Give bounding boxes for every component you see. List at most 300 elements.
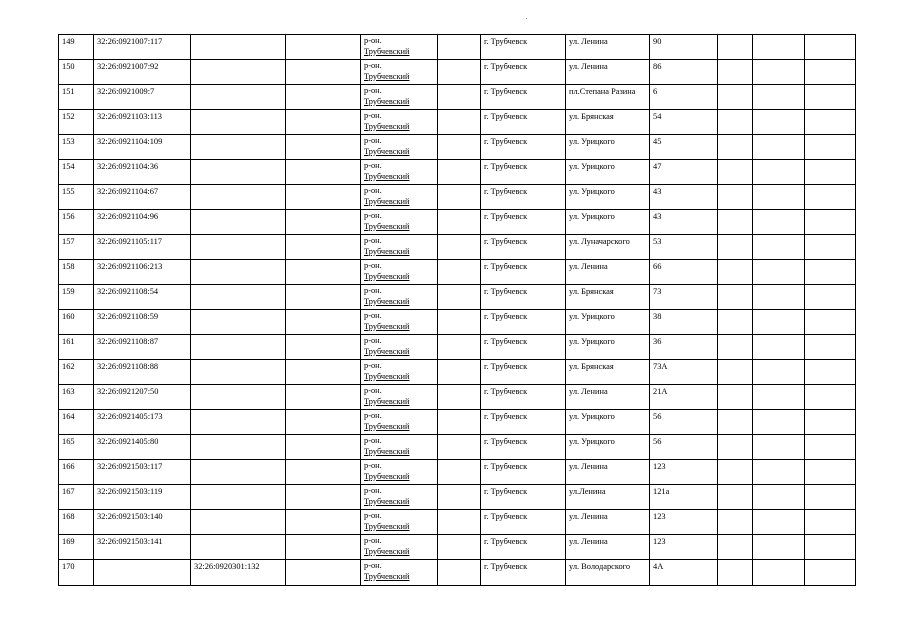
house-number-cell: 43 — [650, 185, 718, 210]
street-cell: ул. Володарского — [566, 560, 650, 586]
empty-cell — [805, 35, 856, 60]
street-cell: ул. Урицкого — [566, 160, 650, 185]
cadastral-number-alt-cell — [191, 460, 286, 485]
city-cell: г. Трубчевск — [481, 335, 566, 360]
empty-cell — [718, 210, 753, 235]
row-number-cell: 155 — [59, 185, 94, 210]
table-row — [59, 360, 856, 385]
empty-cell — [718, 560, 753, 586]
district-name: Трубчевский — [364, 271, 410, 281]
empty-cell — [805, 510, 856, 535]
district-prefix: р-он. — [364, 286, 382, 295]
cadastral-number-cell — [94, 560, 191, 586]
empty-cell — [718, 185, 753, 210]
empty-cell — [718, 160, 753, 185]
row-number-cell: 159 — [59, 285, 94, 310]
street-cell: ул. Ленина — [566, 60, 650, 85]
row-number-cell: 168 — [59, 510, 94, 535]
cadastral-number-cell: 32:26:0921104:109 — [94, 135, 191, 160]
empty-cell — [286, 235, 361, 260]
cadastral-number-alt-cell — [191, 85, 286, 110]
house-number-cell: 56 — [650, 435, 718, 460]
empty-cell — [718, 360, 753, 385]
empty-cell — [438, 485, 481, 510]
house-number-cell: 66 — [650, 260, 718, 285]
cadastral-number-alt-cell — [191, 35, 286, 60]
house-number-cell: 121а — [650, 485, 718, 510]
district-cell — [361, 560, 438, 586]
empty-cell — [805, 335, 856, 360]
empty-cell — [286, 535, 361, 560]
district-name: Трубчевский — [364, 346, 410, 356]
row-number-cell: 150 — [59, 60, 94, 85]
district-name: Трубчевский — [364, 521, 410, 531]
district-name: Трубчевский — [364, 46, 410, 56]
cadastral-number-alt-cell — [191, 510, 286, 535]
empty-cell — [718, 310, 753, 335]
district-prefix: р-он. — [364, 511, 382, 520]
empty-cell — [718, 35, 753, 60]
table-row — [59, 535, 856, 560]
table-row — [59, 185, 856, 210]
house-number-cell: 36 — [650, 335, 718, 360]
district-name: Трубчевский — [364, 221, 410, 231]
street-cell: ул. Брянская — [566, 285, 650, 310]
empty-cell — [286, 460, 361, 485]
district-name: Трубчевский — [364, 546, 410, 556]
cadastral-number-alt-cell: 32:26:0920301:132 — [191, 560, 286, 586]
empty-cell — [438, 510, 481, 535]
district-name: Трубчевский — [364, 571, 410, 581]
cadastral-number-cell: 32:26:0921009:7 — [94, 85, 191, 110]
empty-cell — [805, 235, 856, 260]
empty-cell — [753, 360, 805, 385]
cadastral-number-alt-cell — [191, 210, 286, 235]
empty-cell — [805, 160, 856, 185]
district-cell — [361, 385, 438, 410]
street-cell: ул. Ленина — [566, 260, 650, 285]
cadastral-number-alt-cell — [191, 335, 286, 360]
district-prefix: р-он. — [364, 111, 382, 120]
empty-cell — [805, 560, 856, 586]
row-number-cell: 157 — [59, 235, 94, 260]
street-cell: ул. Ленина — [566, 35, 650, 60]
district-name: Трубчевский — [364, 96, 410, 106]
table-row — [59, 85, 856, 110]
row-number-cell: 158 — [59, 260, 94, 285]
empty-cell — [286, 185, 361, 210]
table-row — [59, 285, 856, 310]
empty-cell — [753, 235, 805, 260]
house-number-cell: 123 — [650, 535, 718, 560]
row-number-cell: 167 — [59, 485, 94, 510]
city-cell: г. Трубчевск — [481, 360, 566, 385]
city-cell: г. Трубчевск — [481, 460, 566, 485]
empty-cell — [286, 260, 361, 285]
empty-cell — [753, 110, 805, 135]
empty-cell — [805, 410, 856, 435]
row-number-cell: 156 — [59, 210, 94, 235]
table-row — [59, 310, 856, 335]
district-cell — [361, 435, 438, 460]
empty-cell — [805, 535, 856, 560]
empty-cell — [438, 460, 481, 485]
empty-cell — [753, 135, 805, 160]
empty-cell — [286, 135, 361, 160]
empty-cell — [438, 60, 481, 85]
district-prefix: р-он. — [364, 36, 382, 45]
empty-cell — [438, 260, 481, 285]
empty-cell — [286, 35, 361, 60]
district-cell — [361, 260, 438, 285]
house-number-cell: 123 — [650, 510, 718, 535]
table-row — [59, 110, 856, 135]
empty-cell — [718, 510, 753, 535]
district-name: Трубчевский — [364, 496, 410, 506]
cadastral-number-alt-cell — [191, 360, 286, 385]
cadastral-number-alt-cell — [191, 160, 286, 185]
street-cell: ул. Ленина — [566, 385, 650, 410]
district-cell — [361, 310, 438, 335]
empty-cell — [718, 260, 753, 285]
empty-cell — [286, 210, 361, 235]
empty-cell — [718, 535, 753, 560]
cadastral-number-cell: 32:26:0921207:50 — [94, 385, 191, 410]
district-prefix: р-он. — [364, 211, 382, 220]
city-cell: г. Трубчевск — [481, 385, 566, 410]
table-body — [59, 35, 856, 586]
cadastral-number-cell: 32:26:0921104:96 — [94, 210, 191, 235]
empty-cell — [753, 185, 805, 210]
district-prefix: р-он. — [364, 361, 382, 370]
district-cell — [361, 410, 438, 435]
district-name: Трубчевский — [364, 321, 410, 331]
empty-cell — [718, 435, 753, 460]
table-row — [59, 35, 856, 60]
district-cell — [361, 360, 438, 385]
table-row — [59, 410, 856, 435]
city-cell: г. Трубчевск — [481, 110, 566, 135]
district-cell — [361, 160, 438, 185]
city-cell: г. Трубчевск — [481, 310, 566, 335]
empty-cell — [753, 85, 805, 110]
empty-cell — [286, 435, 361, 460]
empty-cell — [753, 560, 805, 586]
street-cell: ул. Луначарского — [566, 235, 650, 260]
empty-cell — [753, 410, 805, 435]
city-cell: г. Трубчевск — [481, 35, 566, 60]
empty-cell — [438, 35, 481, 60]
row-number-cell: 151 — [59, 85, 94, 110]
empty-cell — [438, 535, 481, 560]
row-number-cell: 163 — [59, 385, 94, 410]
empty-cell — [753, 260, 805, 285]
cadastral-number-cell: 32:26:0921105:117 — [94, 235, 191, 260]
table-row — [59, 160, 856, 185]
cadastral-number-cell: 32:26:0921007:92 — [94, 60, 191, 85]
empty-cell — [286, 360, 361, 385]
cadastral-number-cell: 32:26:0921007:117 — [94, 35, 191, 60]
empty-cell — [805, 360, 856, 385]
district-prefix: р-он. — [364, 311, 382, 320]
cadastral-number-alt-cell — [191, 235, 286, 260]
street-cell: ул.Ленина — [566, 485, 650, 510]
district-name: Трубчевский — [364, 296, 410, 306]
street-cell: ул. Ленина — [566, 460, 650, 485]
cadastral-number-alt-cell — [191, 310, 286, 335]
empty-cell — [438, 210, 481, 235]
city-cell: г. Трубчевск — [481, 185, 566, 210]
district-cell — [361, 35, 438, 60]
empty-cell — [805, 60, 856, 85]
cadastral-number-alt-cell — [191, 260, 286, 285]
district-cell — [361, 485, 438, 510]
house-number-cell: 4А — [650, 560, 718, 586]
property-registry-table — [58, 34, 856, 586]
cadastral-number-cell: 32:26:0921104:36 — [94, 160, 191, 185]
street-cell: ул. Ленина — [566, 535, 650, 560]
street-cell: ул. Урицкого — [566, 335, 650, 360]
empty-cell — [805, 210, 856, 235]
empty-cell — [753, 210, 805, 235]
scan-speck — [526, 18, 527, 19]
house-number-cell: 90 — [650, 35, 718, 60]
empty-cell — [753, 485, 805, 510]
cadastral-number-alt-cell — [191, 110, 286, 135]
row-number-cell: 160 — [59, 310, 94, 335]
city-cell: г. Трубчевск — [481, 435, 566, 460]
cadastral-number-alt-cell — [191, 185, 286, 210]
district-cell — [361, 235, 438, 260]
empty-cell — [753, 435, 805, 460]
empty-cell — [718, 60, 753, 85]
empty-cell — [718, 385, 753, 410]
cadastral-number-alt-cell — [191, 285, 286, 310]
cadastral-number-alt-cell — [191, 385, 286, 410]
cadastral-number-alt-cell — [191, 535, 286, 560]
district-cell — [361, 135, 438, 160]
row-number-cell: 166 — [59, 460, 94, 485]
district-name: Трубчевский — [364, 71, 410, 81]
empty-cell — [718, 135, 753, 160]
house-number-cell: 47 — [650, 160, 718, 185]
house-number-cell: 53 — [650, 235, 718, 260]
city-cell: г. Трубчевск — [481, 510, 566, 535]
empty-cell — [286, 285, 361, 310]
district-prefix: р-он. — [364, 486, 382, 495]
cadastral-number-cell: 32:26:0921108:59 — [94, 310, 191, 335]
district-prefix: р-он. — [364, 236, 382, 245]
empty-cell — [805, 85, 856, 110]
house-number-cell: 21А — [650, 385, 718, 410]
cadastral-number-cell: 32:26:0921503:140 — [94, 510, 191, 535]
district-prefix: р-он. — [364, 61, 382, 70]
street-cell: ул. Ленина — [566, 510, 650, 535]
table-row — [59, 235, 856, 260]
empty-cell — [438, 235, 481, 260]
cadastral-number-cell: 32:26:0921405:173 — [94, 410, 191, 435]
empty-cell — [753, 335, 805, 360]
house-number-cell: 73 — [650, 285, 718, 310]
city-cell: г. Трубчевск — [481, 535, 566, 560]
district-cell — [361, 285, 438, 310]
empty-cell — [805, 260, 856, 285]
district-prefix: р-он. — [364, 461, 382, 470]
house-number-cell: 56 — [650, 410, 718, 435]
district-cell — [361, 185, 438, 210]
district-cell — [361, 335, 438, 360]
cadastral-number-cell: 32:26:0921503:141 — [94, 535, 191, 560]
street-cell: ул. Урицкого — [566, 410, 650, 435]
district-cell — [361, 510, 438, 535]
district-name: Трубчевский — [364, 471, 410, 481]
empty-cell — [438, 435, 481, 460]
district-prefix: р-он. — [364, 161, 382, 170]
district-name: Трубчевский — [364, 396, 410, 406]
house-number-cell: 43 — [650, 210, 718, 235]
empty-cell — [753, 160, 805, 185]
district-cell — [361, 85, 438, 110]
row-number-cell: 164 — [59, 410, 94, 435]
city-cell: г. Трубчевск — [481, 60, 566, 85]
empty-cell — [438, 360, 481, 385]
city-cell: г. Трубчевск — [481, 135, 566, 160]
cadastral-number-alt-cell — [191, 410, 286, 435]
cadastral-number-cell: 32:26:0921405:80 — [94, 435, 191, 460]
table-row — [59, 385, 856, 410]
street-cell: ул. Урицкого — [566, 210, 650, 235]
street-cell: ул. Урицкого — [566, 435, 650, 460]
table-row — [59, 510, 856, 535]
cadastral-number-cell: 32:26:0921503:119 — [94, 485, 191, 510]
empty-cell — [286, 110, 361, 135]
empty-cell — [438, 110, 481, 135]
empty-cell — [438, 85, 481, 110]
row-number-cell: 169 — [59, 535, 94, 560]
empty-cell — [805, 135, 856, 160]
empty-cell — [718, 335, 753, 360]
empty-cell — [286, 410, 361, 435]
table-row — [59, 60, 856, 85]
cadastral-number-cell: 32:26:0921104:67 — [94, 185, 191, 210]
row-number-cell: 162 — [59, 360, 94, 385]
empty-cell — [805, 385, 856, 410]
district-name: Трубчевский — [364, 446, 410, 456]
empty-cell — [805, 110, 856, 135]
table-row — [59, 210, 856, 235]
empty-cell — [753, 460, 805, 485]
empty-cell — [805, 310, 856, 335]
empty-cell — [805, 185, 856, 210]
empty-cell — [753, 535, 805, 560]
district-cell — [361, 535, 438, 560]
district-name: Трубчевский — [364, 371, 410, 381]
street-cell: ул. Урицкого — [566, 135, 650, 160]
district-prefix: р-он. — [364, 261, 382, 270]
cadastral-number-cell: 32:26:0921106:213 — [94, 260, 191, 285]
row-number-cell: 152 — [59, 110, 94, 135]
empty-cell — [805, 285, 856, 310]
house-number-cell: 73А — [650, 360, 718, 385]
cadastral-number-cell: 32:26:0921503:117 — [94, 460, 191, 485]
table-row — [59, 435, 856, 460]
district-cell — [361, 460, 438, 485]
row-number-cell: 165 — [59, 435, 94, 460]
district-prefix: р-он. — [364, 86, 382, 95]
empty-cell — [753, 310, 805, 335]
table-row — [59, 560, 856, 586]
street-cell: ул. Урицкого — [566, 185, 650, 210]
table-row — [59, 260, 856, 285]
city-cell: г. Трубчевск — [481, 410, 566, 435]
empty-cell — [753, 285, 805, 310]
city-cell: г. Трубчевск — [481, 235, 566, 260]
street-cell: ул. Брянская — [566, 360, 650, 385]
table-row — [59, 335, 856, 360]
district-prefix: р-он. — [364, 411, 382, 420]
empty-cell — [753, 35, 805, 60]
cadastral-number-alt-cell — [191, 435, 286, 460]
cadastral-number-cell: 32:26:0921103:113 — [94, 110, 191, 135]
empty-cell — [286, 335, 361, 360]
house-number-cell: 45 — [650, 135, 718, 160]
cadastral-number-cell: 32:26:0921108:88 — [94, 360, 191, 385]
district-prefix: р-он. — [364, 336, 382, 345]
street-cell: ул. Брянская — [566, 110, 650, 135]
empty-cell — [286, 60, 361, 85]
city-cell: г. Трубчевск — [481, 485, 566, 510]
district-cell — [361, 110, 438, 135]
table-row — [59, 135, 856, 160]
empty-cell — [286, 485, 361, 510]
cadastral-number-alt-cell — [191, 60, 286, 85]
district-prefix: р-он. — [364, 136, 382, 145]
empty-cell — [718, 235, 753, 260]
district-prefix: р-он. — [364, 536, 382, 545]
district-prefix: р-он. — [364, 436, 382, 445]
district-cell — [361, 210, 438, 235]
empty-cell — [438, 160, 481, 185]
empty-cell — [718, 410, 753, 435]
city-cell: г. Трубчевск — [481, 285, 566, 310]
row-number-cell: 170 — [59, 560, 94, 586]
empty-cell — [438, 560, 481, 586]
empty-cell — [805, 460, 856, 485]
district-prefix: р-он. — [364, 186, 382, 195]
district-prefix: р-он. — [364, 386, 382, 395]
row-number-cell: 154 — [59, 160, 94, 185]
empty-cell — [718, 485, 753, 510]
district-prefix: р-он. — [364, 561, 382, 570]
empty-cell — [805, 485, 856, 510]
cadastral-number-alt-cell — [191, 135, 286, 160]
empty-cell — [286, 385, 361, 410]
city-cell: г. Трубчевск — [481, 260, 566, 285]
empty-cell — [438, 335, 481, 360]
city-cell: г. Трубчевск — [481, 160, 566, 185]
empty-cell — [753, 60, 805, 85]
street-cell: ул. Урицкого — [566, 310, 650, 335]
district-name: Трубчевский — [364, 171, 410, 181]
house-number-cell: 54 — [650, 110, 718, 135]
empty-cell — [753, 510, 805, 535]
empty-cell — [286, 510, 361, 535]
empty-cell — [438, 285, 481, 310]
city-cell: г. Трубчевск — [481, 560, 566, 586]
empty-cell — [718, 85, 753, 110]
empty-cell — [286, 160, 361, 185]
district-name: Трубчевский — [364, 421, 410, 431]
